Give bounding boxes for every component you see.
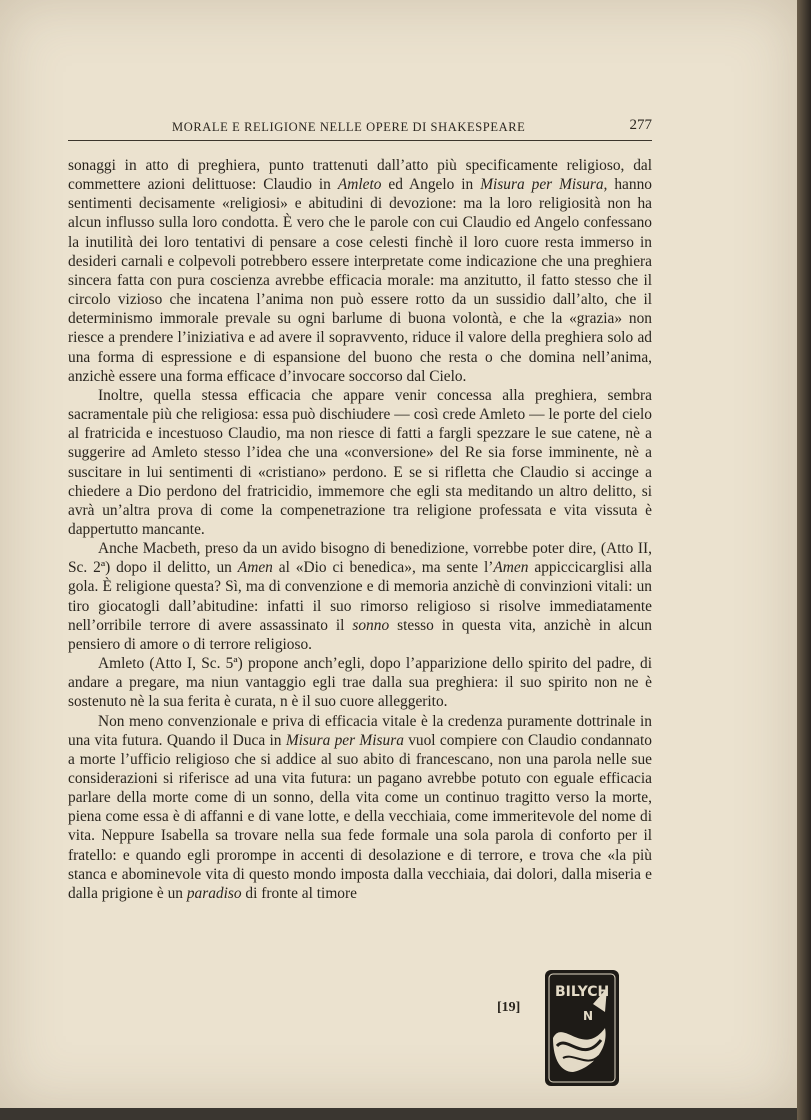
paragraph xyxy=(68,156,652,386)
paragraph xyxy=(68,386,652,539)
italic-text: Amen xyxy=(493,559,529,577)
page-edge-shadow xyxy=(797,0,811,1120)
body-text xyxy=(68,156,652,903)
running-header xyxy=(68,118,652,141)
text-run: Inoltre, quella stessa efficacia che appare venir concessa alla preghiera, sembra sacramentale più che religiosa: essa può dischiudere — così crede Amleto — le porte del cielo al fratricida e incestuoso Claudio, ma non riesce di fatti a fargli spezzare le sue catene, nè a suggerire ad Amleto stesso l’idea che una «conversione» del Re sia forse imminente, nè a suscitare in lui sentimenti di «cristiano» perdono. E se si rifletta che Claudio si accinge a chiedere a Dio perdono del fratricidio, immemore che egli sta meditando un altro delitto, si avrà un’altra prova di come la compenetrazione tra religione professata e vita vissuta è dappertutto mancante. xyxy=(68,386,652,538)
text-run: di fronte al timore xyxy=(241,884,357,902)
text-run: ed Angelo in xyxy=(381,176,481,194)
svg-text:N: N xyxy=(583,1009,594,1023)
text-run: Anche Macbeth, preso da un avido bisogno di benedizione, vorrebbe poter dire, (Atto II, Sc. 2ª) dopo il delitto, un xyxy=(68,540,652,577)
italic-text: Misura per Misura xyxy=(285,731,404,749)
bookplate-stamp-icon xyxy=(543,968,621,1088)
text-run: Amleto (Atto I, Sc. 5ª) propone anch’egli, dopo l’apparizione dello spirito del padre, di andare a pregare, ma niun vantaggio egli trae dalla sua preghiera: il suo spirito non ne è sostenuto nè la sua ferita è curata, n è il suo cuore alleggerito. xyxy=(68,655,652,711)
text-run: stesso in questa vita, anzichè in alcun pensiero di amore o di terrore religioso. xyxy=(68,616,652,653)
italic-text: sonno xyxy=(352,616,390,634)
text-run: sonaggi in atto di preghiera, punto trattenuti dall’atto più specificamente religioso, dal commettere azioni delittuose: Claudio in xyxy=(68,157,652,194)
text-run: hanno sentimenti decisamente «religiosi» e abitudini di devozione: ma la loro religiosità non ha alcun influsso sulla loro condotta. È vero che le parole con cui Claudio ed Angelo confessano la inutilità dei loro tentativi di pensare a cose celesti finchè il loro cuore resta immerso in desideri carnali e colpevoli potrebbero essere interpretate come indicazione che una preghiera sincera fatta con pura coscienza avrebbe efficacia morale: ma anzitutto, il fatto stesso che il circolo vizioso che incatena l’anima non può essere rotto da un sussidio dall’alto, che il determinismo immorale prevale su ogni barlume di buona volontà, e che la «grazia» non riesce a prendere l’iniziativa e ad avere il sopravvento, riduce il valore della preghiera solo ad una forma di espressione e di espansione del buono che resta o che domina nell’anima, anzichè essere una forma efficace d’invocare soccorso dal Cielo. xyxy=(68,176,652,385)
paragraph xyxy=(68,712,652,904)
running-title: MORALE E RELIGIONE NELLE OPERE DI SHAKESPEARE xyxy=(172,120,526,134)
paragraph xyxy=(68,539,652,654)
svg-text:BILYCH: BILYCH xyxy=(555,984,610,1000)
page-number: 277 xyxy=(629,117,652,133)
italic-text: paradiso xyxy=(186,884,242,902)
printer-signature: [19] xyxy=(497,1000,521,1015)
text-run: appiccicarglisi alla gola. È religione questa? Sì, ma di convenzione e di memoria anzichè di convinzioni vitali: un tiro giocatogli dall’abitudine: infatti il suo rimorso religioso si risolve immediatamente nell’orribile terrore di avere assassinato il xyxy=(68,559,652,634)
text-run: vuol compiere con Claudio condannato a morte l’ufficio religioso che si addice al suo abito di francescano, non una parola nelle sue considerazioni si riferisce ad una vita futura: un pagano avrebbe potuto con eguale efficacia parlare della morte come di un sonno, della vita come un continuo tragitto verso la morte, piena come essa è di affanni e di vane lotte, e della vecchiaia, come immeritevole del nome di vita. Neppure Isabella sa trovare nella sua fede formale una sola parola di conforto per il fratello: e quando egli prorompe in accenti di desolazione e di terrore, e trova che «la più stanca e abominevole vita di questo mondo imposta dalla vecchiaia, dai dolori, dalla miseria e dalla prigione è un xyxy=(68,731,652,902)
text-run: Non meno convenzionale e priva di efficacia vitale è la credenza puramente dottrinale in una vita futura. Quando il Duca in xyxy=(68,712,652,749)
text-run: al «Dio ci benedica», ma sente l’ xyxy=(272,559,494,577)
italic-text: Amleto xyxy=(337,176,382,194)
italic-text: Amen xyxy=(237,559,273,577)
paragraph xyxy=(68,654,652,711)
italic-text: Misura per Misura, xyxy=(480,176,608,194)
